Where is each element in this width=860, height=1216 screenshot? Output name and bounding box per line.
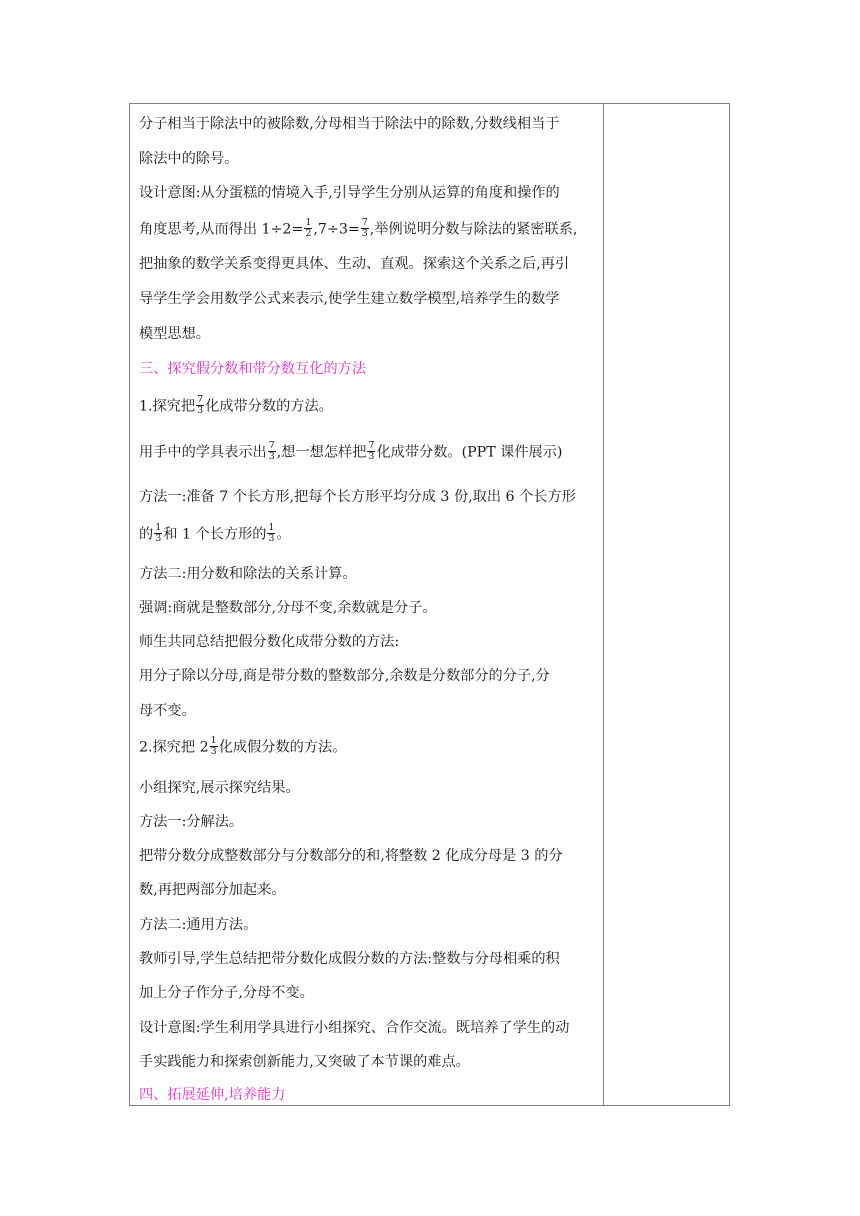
text-line: 强调:商就是整数部分,分母不变,余数就是分子。 xyxy=(139,600,437,616)
text-line-with-fractions xyxy=(139,396,333,416)
fraction-seven-thirds: $\frac{7}{3}$ xyxy=(361,217,368,239)
text-segment: 1.探究把 xyxy=(139,398,196,415)
text-segment: ,举例说明分数与除法的紧密联系, xyxy=(369,221,578,238)
text-line: 除法中的除号。 xyxy=(139,151,239,167)
text-segment: ,想一想怎样把 xyxy=(276,444,367,461)
text-segment: 化成带分数的方法。 xyxy=(205,398,333,415)
lesson-table xyxy=(129,103,730,1106)
text-line-with-fractions xyxy=(139,524,291,544)
text-segment: 和 1 个长方形的 xyxy=(163,526,267,543)
text-segment: 2.探究把 2 xyxy=(139,739,209,756)
text-line: 母不变。 xyxy=(139,703,196,719)
text-line: 方法一:准备 7 个长方形,把每个长方形平均分成 3 份,取出 6 个长方形 xyxy=(139,489,576,505)
text-line: 方法二:通用方法。 xyxy=(139,917,258,933)
text-line: 手实践能力和探索创新能力,又突破了本节课的难点。 xyxy=(139,1054,470,1070)
text-segment: 。 xyxy=(276,526,291,543)
text-line: 设计意图:学生利用学具进行小组探究、合作交流。既培养了学生的动 xyxy=(139,1020,570,1036)
text-segment: 角度思考,从而得出 1÷2= xyxy=(139,221,304,238)
text-segment: 化成带分数。(PPT 课件展示) xyxy=(376,444,563,461)
text-line: 小组探究,展示探究结果。 xyxy=(139,780,300,796)
fraction-one-third: $\frac{1}{3}$ xyxy=(268,522,275,544)
text-line: 分子相当于除法中的被除数,分母相当于除法中的除数,分数线相当于 xyxy=(139,116,560,132)
section-heading-4: 四、拓展延伸,培养能力 xyxy=(139,1087,286,1103)
text-segment: 的 xyxy=(139,526,154,543)
text-line: 用分子除以分母,商是带分数的整数部分,余数是分数部分的分子,分 xyxy=(139,668,550,684)
notes-column-cell xyxy=(604,104,729,1105)
fraction-one-third: $\frac{1}{3}$ xyxy=(155,522,162,544)
text-line: 把带分数分成整数部分与分数部分的和,将整数 2 化成分母是 3 的分 xyxy=(139,848,563,864)
text-line: 模型思想。 xyxy=(139,326,210,342)
text-line: 设计意图:从分蛋糕的情境入手,引导学生分别从运算的角度和操作的 xyxy=(139,185,560,201)
fraction-one-half: $\frac{1}{2}$ xyxy=(305,217,312,239)
fraction-one-third: $\frac{1}{3}$ xyxy=(210,735,217,757)
fraction-seven-thirds: $\frac{7}{3}$ xyxy=(197,394,204,416)
text-line: 教师引导,学生总结把带分数化成假分数的方法:整数与分母相乘的积 xyxy=(139,951,560,967)
text-line: 把抽象的数学关系变得更具体、生动、直观。探索这个关系之后,再引 xyxy=(139,256,570,272)
text-line-with-fractions xyxy=(139,442,562,462)
text-segment: 用手中的学具表示出 xyxy=(139,444,267,461)
text-segment: ,7÷3= xyxy=(313,221,360,238)
text-segment: 化成假分数的方法。 xyxy=(218,739,347,756)
fraction-seven-thirds: $\frac{7}{3}$ xyxy=(368,440,375,462)
text-line-with-fractions xyxy=(139,737,346,757)
text-line-with-fractions xyxy=(139,219,577,239)
text-line: 导学生学会用数学公式来表示,使学生建立数学模型,培养学生的数学 xyxy=(139,291,560,307)
text-line: 师生共同总结把假分数化成带分数的方法: xyxy=(139,634,400,650)
section-heading-3: 三、探究假分数和带分数互化的方法 xyxy=(139,361,367,377)
fraction-seven-thirds: $\frac{7}{3}$ xyxy=(268,440,275,462)
text-line: 加上分子作分子,分母不变。 xyxy=(139,985,314,1001)
text-line: 方法二:用分数和除法的关系计算。 xyxy=(139,566,357,582)
text-line: 方法一:分解法。 xyxy=(139,814,244,830)
text-line: 数,再把两部分加起来。 xyxy=(139,882,286,898)
